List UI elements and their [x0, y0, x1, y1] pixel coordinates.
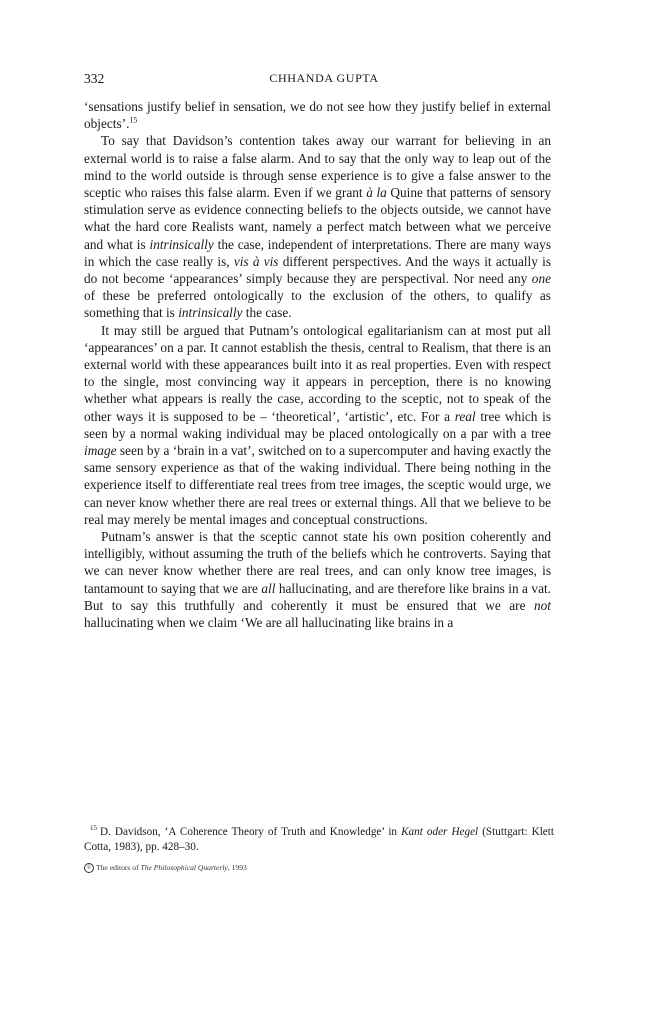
italic-text: not	[534, 597, 551, 613]
text-run: It may still be argued that Putnam’s ontological egalitarianism can at most put all ‘appearances’ on a par. It cannot establish the thesis, central to Realism, that there is an external world with these appearances built into it as real properties. Even with respect to the single, most convincing way it appears in perception, there is no knowing whether what appears is really the case, according to the sceptic, not to speak of the other ways it is supposed to be – ‘theoretical’, ‘artistic’, etc. For a	[84, 322, 551, 424]
body-text	[84, 98, 551, 631]
text-run: D. Davidson, ‘A Coherence Theory of Truth and Knowledge’ in	[100, 826, 402, 838]
journal-name: The Philosophical Quarterly	[140, 863, 228, 872]
text-run: To say that Davidson’s contention takes away our warrant for believing in an external world is to raise a false alarm. And to say that the only way to leap out of the mind to the world outside is through sense experience is to give a false answer to the sceptic who raises this false alarm. Even if we grant	[84, 133, 551, 201]
italic-text: one	[531, 271, 551, 287]
page-number: 332	[84, 71, 105, 86]
paragraph	[84, 528, 551, 631]
italic-text: Kant oder Hegel	[401, 826, 479, 838]
italic-text: real	[454, 408, 476, 424]
text-run: tree which is seen by a normal waking individual may be placed ontologically on a par with a tree	[84, 408, 551, 441]
text-run: different perspectives. And the ways it actually is do not become ‘appearances’ simply because they are perspectival. Nor need any	[84, 253, 551, 287]
text-run: hallucinating when we claim ‘We are all hallucinating like brains in a	[84, 615, 454, 631]
paragraph	[84, 98, 551, 132]
copyright-line	[84, 863, 247, 873]
paragraph	[84, 132, 551, 321]
text-run: of these be preferred ontologically to the exclusion of the others, to qualify as something that is	[84, 288, 551, 321]
paragraph	[84, 322, 551, 528]
italic-text: vis à vis	[233, 253, 279, 269]
text-run: Quine that patterns of sensory stimulation serve as evidence connecting beliefs to the objects outside, we cannot have what the hard core Realists want, namely a perfect match between what we perceive and what is	[84, 185, 551, 252]
text-run: seen by a ‘brain in a vat’, switched on to a supercomputer and having exactly the same sensory experience as that of the waking individual. There being nothing in the experience itself to differentiate real trees from tree images, the sceptic would urge, we can never know whether there are real trees or external things. All that we believe to be real may merely be mental images and conceptual constructions.	[84, 443, 551, 527]
text-run: the case, independent of interpretations. There are many ways in which the case really is,	[84, 236, 551, 269]
italic-text: à la	[366, 185, 387, 201]
italic-text: all	[261, 580, 276, 596]
copyright-icon: ©	[84, 863, 94, 873]
copyright-suffix: , 1993	[227, 863, 247, 872]
italic-text: intrinsically	[149, 236, 214, 252]
copyright-prefix: The editors of	[96, 863, 141, 872]
italic-text: intrinsically	[178, 305, 243, 321]
text-run: ‘sensations justify belief in sensation, we do not see how they justify belief in external objects’.	[84, 99, 551, 132]
italic-text: image	[84, 443, 117, 459]
text-run: hallucinating, and are therefore like brains in a vat. But to say this truthfully and coherently it must be ensured that we are	[84, 580, 551, 613]
page-header	[84, 71, 564, 91]
text-run: (Stuttgart: Klett Cotta, 1983), pp. 428–30.	[84, 826, 554, 853]
footnote-text	[84, 826, 554, 853]
footnote-mark: 15	[90, 824, 97, 833]
text-run: Putnam’s answer is that the sceptic cannot state his own position coherently and intelligibly, without assuming the truth of the beliefs which he controverts. Saying that we can never know whether there are real trees, and can only know tree images, is tantamount to saying that we are	[84, 529, 551, 596]
footnote	[84, 825, 554, 855]
text-run: the case.	[242, 305, 292, 321]
running-head: CHHANDA GUPTA	[269, 71, 379, 85]
footnote-reference: 15	[129, 115, 138, 125]
